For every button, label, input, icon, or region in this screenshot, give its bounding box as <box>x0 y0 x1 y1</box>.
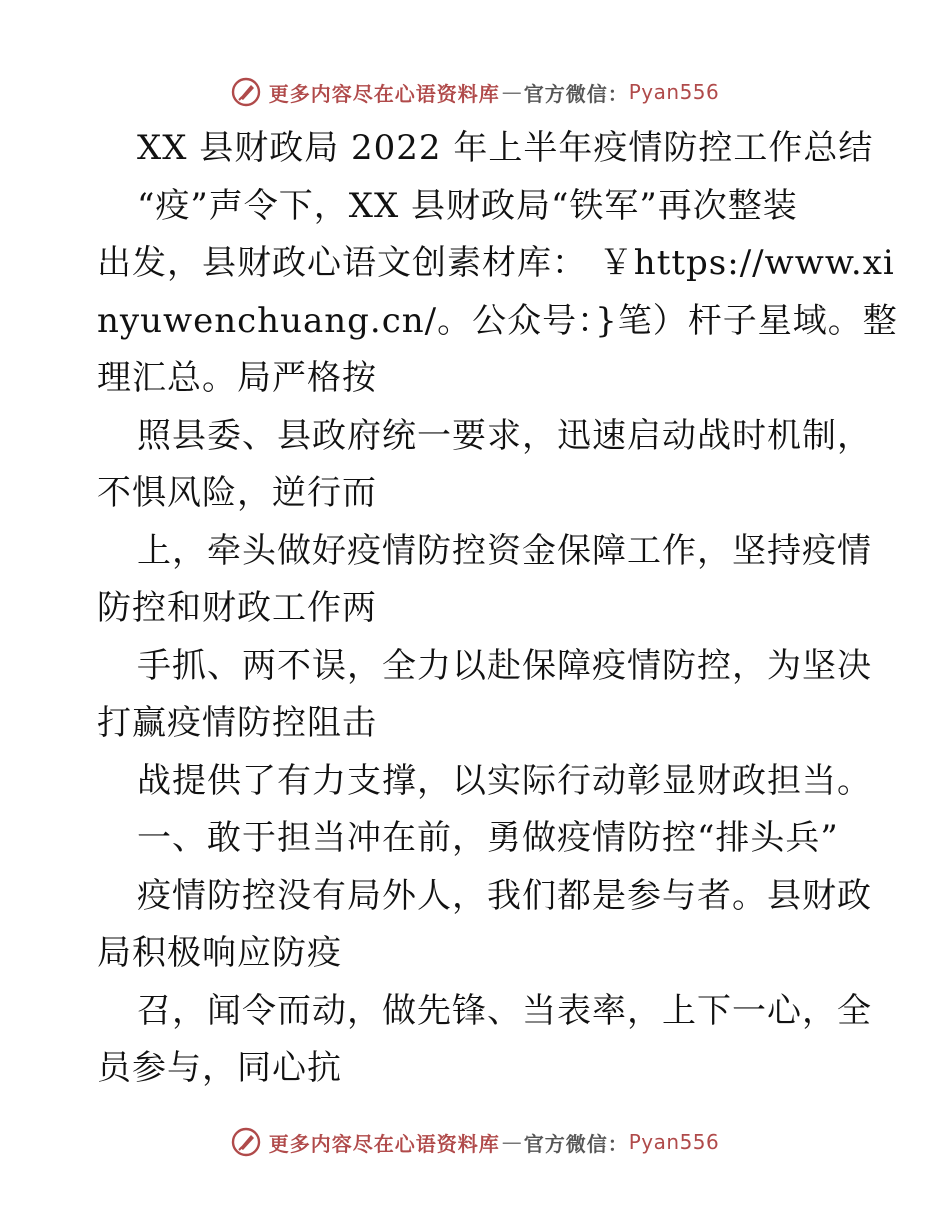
watermark-wechat-id: Pyan556 <box>628 1130 720 1154</box>
text-line: 理汇总。局严格按 <box>97 358 377 398</box>
text-line: 局积极响应防疫 <box>97 933 342 973</box>
text-line: 不惧风险，逆行而 <box>97 473 377 513</box>
document-title: XX 县财政局 2022 年上半年疫情防控工作总结 <box>137 128 874 168</box>
watermark-wechat-label: 官方微信： <box>523 81 629 106</box>
quill-seal-icon <box>231 1127 261 1157</box>
watermark-wechat-label: 官方微信： <box>523 1131 629 1156</box>
text-line: 防控和财政工作两 <box>97 588 377 628</box>
watermark-separator: — <box>501 1130 522 1154</box>
text-line: 手抓、两不误，全力以赴保障疫情防控，为坚决 <box>137 645 872 686</box>
watermark-separator: — <box>501 80 522 104</box>
text-line: 照县委、县政府统一要求，迅速启动战时机制， <box>137 415 872 456</box>
section-heading: 一、敢于担当冲在前，勇做疫情防控“排头兵” <box>137 818 839 858</box>
text-line: 员参与，同心抗 <box>97 1048 342 1088</box>
text-line: 疫情防控没有局外人，我们都是参与者。县财政 <box>137 875 872 916</box>
text-line: 上，牵头做好疫情防控资金保障工作，坚持疫情 <box>137 530 872 571</box>
watermark-text: 更多内容尽在心语资料库 <box>268 81 500 106</box>
text-line: 战提供了有力支撑，以实际行动彰显财政担当。 <box>137 760 872 801</box>
watermark-text: 更多内容尽在心语资料库 <box>268 1131 500 1156</box>
footer-watermark <box>0 1122 950 1162</box>
header-watermark <box>0 72 950 112</box>
text-line: nyuwenchuang.cn/。公众号：}笔）杆子星域。整 <box>97 300 898 341</box>
quill-seal-icon <box>231 77 261 107</box>
text-line: 出发，县财政心语文创素材库： ￥https://www.xi <box>97 243 895 283</box>
text-line: 打赢疫情防控阻击 <box>97 703 377 743</box>
text-line: “疫”声令下，XX 县财政局“铁军”再次整装 <box>137 185 798 226</box>
text-line: 召，闻令而动，做先锋、当表率，上下一心，全 <box>137 990 872 1031</box>
watermark-wechat-id: Pyan556 <box>628 80 720 104</box>
document-body <box>97 120 898 1098</box>
